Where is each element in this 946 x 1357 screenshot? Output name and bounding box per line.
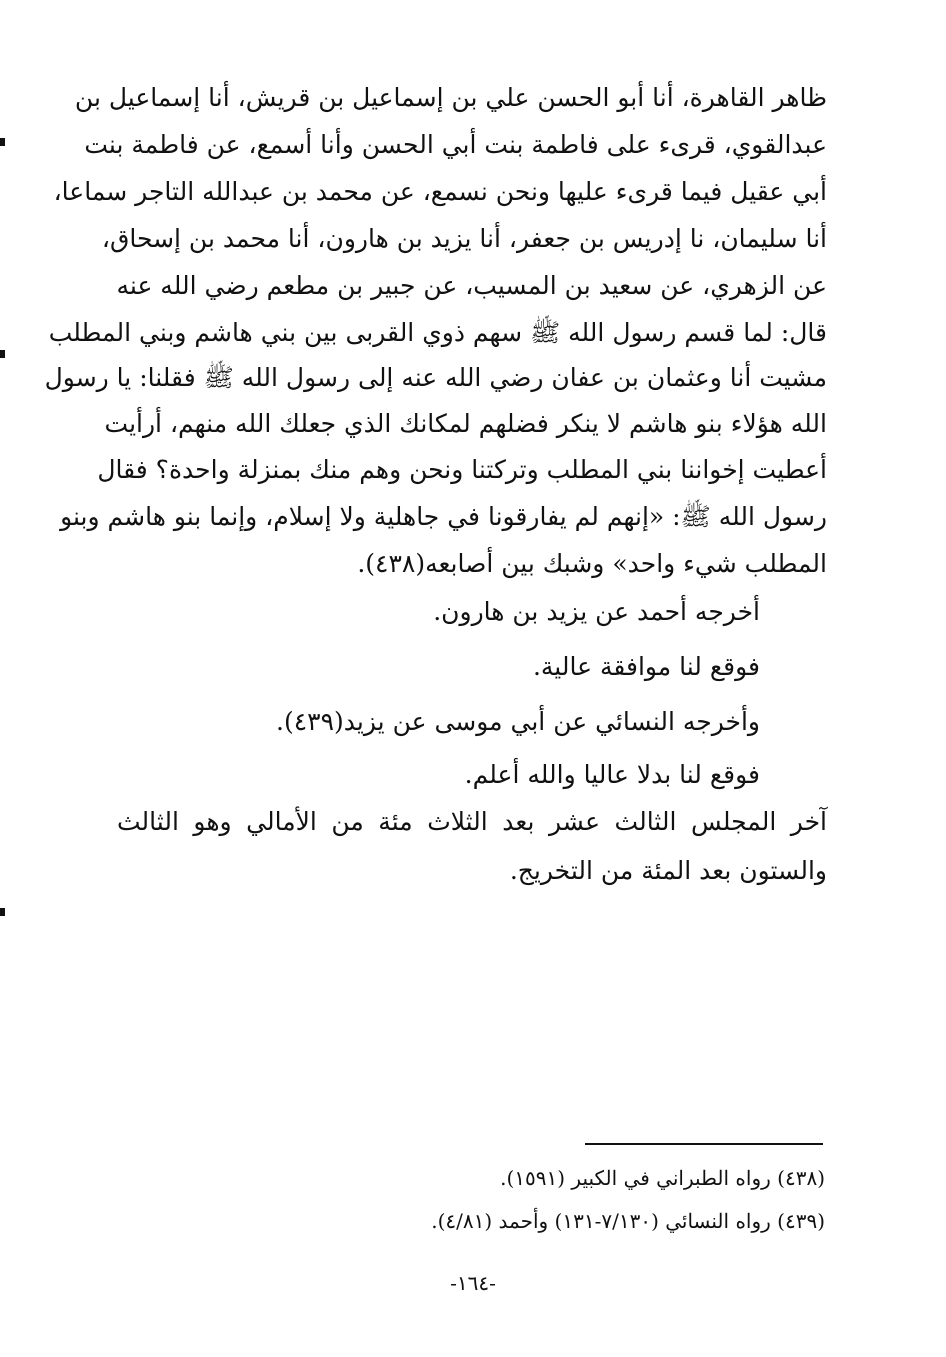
body-line: الله هؤلاء بنو هاشم لا ينكر فضلهم لمكانك الذي جعلك الله منهم، أرأيت <box>104 409 827 438</box>
note-line: أخرجه أحمد عن يزيد بن هارون. <box>433 597 760 626</box>
body-line: مشيت أنا وعثمان بن عفان رضي الله عنه إلى رسول الله ﷺ فقلنا: يا رسول <box>44 363 827 392</box>
body-line: عن الزهري، عن سعيد بن المسيب، عن جبير بن مطعم رضي الله عنه <box>116 271 827 300</box>
scan-margin-mark <box>0 138 5 146</box>
body-line: أنا سليمان، نا إدريس بن جعفر، أنا يزيد بن هارون، أنا محمد بن إسحاق، <box>101 224 827 253</box>
body-line: رسول الله ﷺ: «إنهم لم يفارقونا في جاهلية ولا إسلام، وإنما بنو هاشم وبنو <box>60 502 827 531</box>
note-line: فوقع لنا موافقة عالية. <box>532 652 760 681</box>
body-line: عبدالقوي، قرىء على فاطمة بنت أبي الحسن وأنا أسمع، عن فاطمة بنت <box>84 130 827 159</box>
note-line: وأخرجه النسائي عن أبي موسى عن يزيد(٤٣٩). <box>276 707 760 736</box>
scan-margin-mark <box>0 908 5 916</box>
body-line: ظاهر القاهرة، أنا أبو الحسن علي بن إسماعيل بن قريش، أنا إسماعيل بن <box>74 83 827 112</box>
closing-line-last: والستون بعد المئة من التخريج. <box>509 856 827 885</box>
footnote-separator <box>585 1143 823 1145</box>
note-line: فوقع لنا بدلا عاليا والله أعلم. <box>464 760 760 789</box>
body-line: أبي عقيل فيما قرىء عليها ونحن نسمع، عن محمد بن عبدالله التاجر سماعا، <box>53 177 827 206</box>
footnote-439: (٤٣٩) رواه النسائي (٧/١٣٠-١٣١) وأحمد (٤/٨١). <box>431 1209 825 1233</box>
body-line: أعطيت إخواننا بني المطلب وتركتنا ونحن وهم منك بمنزلة واحدة؟ فقال <box>97 455 827 484</box>
scan-margin-mark <box>0 350 5 358</box>
page-number: -١٦٤- <box>450 1271 496 1295</box>
body-line-last: المطلب شيء واحد» وشبك بين أصابعه(٤٣٨). <box>357 549 827 578</box>
footnote-438: (٤٣٨) رواه الطبراني في الكبير (١٥٩١). <box>500 1166 825 1190</box>
body-line: قال: لما قسم رسول الله ﷺ سهم ذوي القربى بين بني هاشم وبني المطلب <box>48 318 827 347</box>
closing-line: آخر المجلس الثالث عشر بعد الثلاث مئة من الأمالي وهو الثالث <box>117 807 827 836</box>
